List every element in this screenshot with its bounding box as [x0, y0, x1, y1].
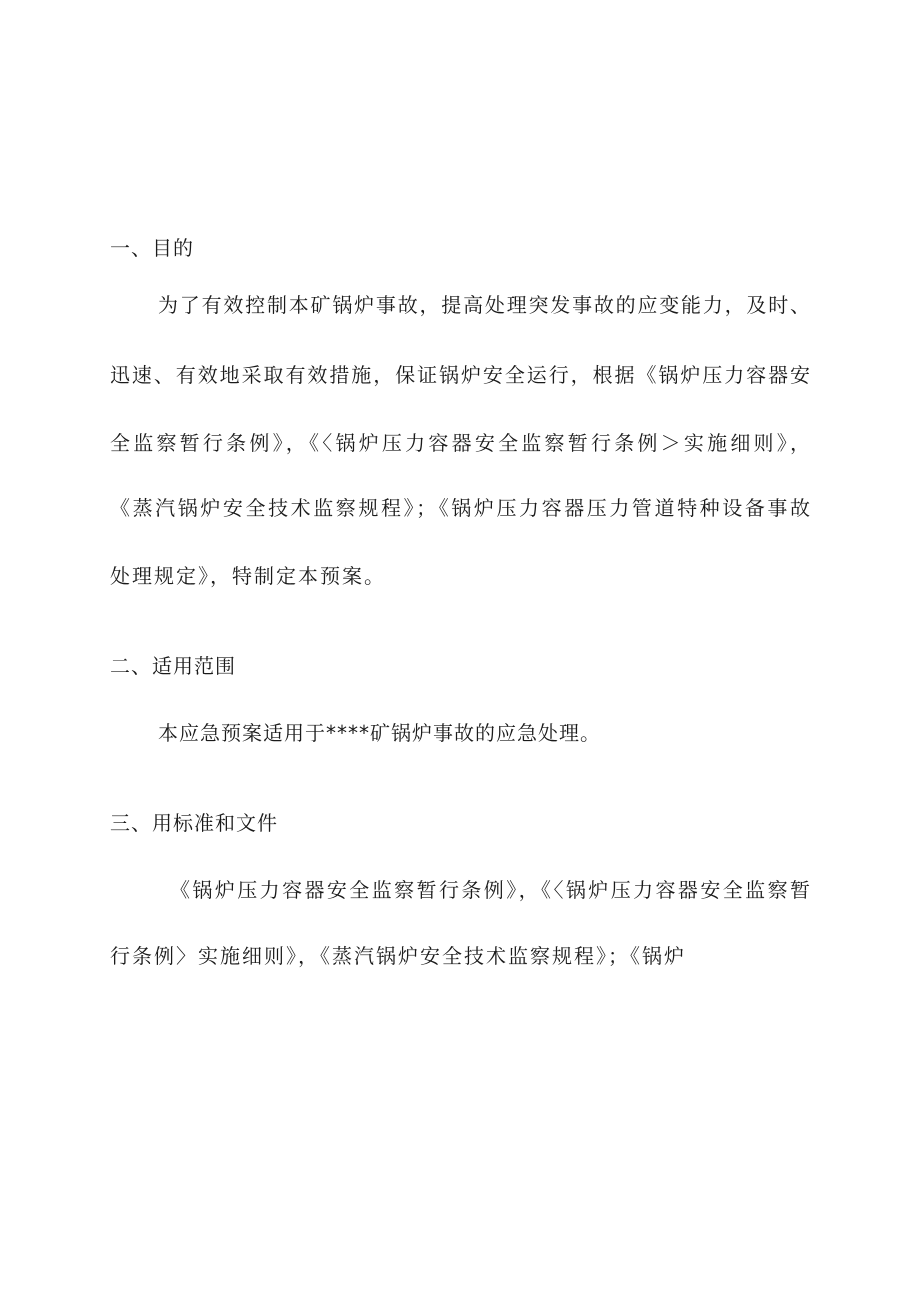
paragraph-line: 迅速、有效地采取有效措施，保证锅炉安全运行，根据《锅炉压力容器安	[110, 363, 810, 387]
paragraph-line: 处理规定》，特制定本预案。	[110, 564, 386, 588]
section-heading-standards: 三、用标准和文件	[110, 811, 278, 835]
paragraph-line: 全监察暂行条例》，《〈锅炉压力容器安全监察暂行条例＞实施细则》，	[110, 431, 810, 455]
section-heading-purpose: 一、目的	[110, 236, 194, 260]
paragraph-line: 《锅炉压力容器安全监察暂行条例》，《〈锅炉压力容器安全监察暂	[170, 878, 810, 902]
section-heading-scope: 二、适用范围	[110, 654, 236, 678]
paragraph-line: 为了有效控制本矿锅炉事故，提高处理突发事故的应变能力，及时、	[158, 293, 810, 317]
paragraph-line: 《蒸汽锅炉安全技术监察规程》；《锅炉压力容器压力管道特种设备事故	[110, 496, 810, 520]
paragraph-line: 本应急预案适用于****矿锅炉事故的应急处理。	[158, 721, 601, 745]
paragraph-line: 行条例〉实施细则》，《蒸汽锅炉安全技术监察规程》；《锅炉	[110, 944, 686, 968]
